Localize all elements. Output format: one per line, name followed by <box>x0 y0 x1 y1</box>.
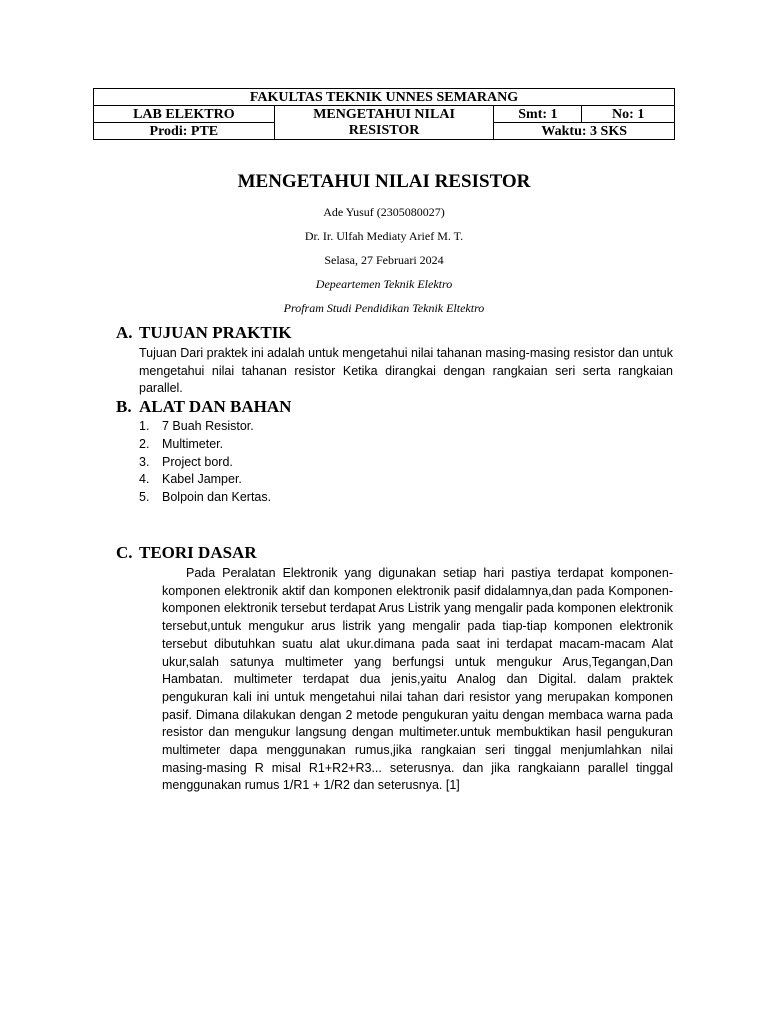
lab-cell: LAB ELEKTRO <box>94 106 275 123</box>
study-program: Profram Studi Pendidikan Teknik Eltektro <box>283 301 485 315</box>
equipment-list <box>139 418 271 507</box>
time-cell: Waktu: 3 SKS <box>494 123 675 140</box>
section-b-heading <box>116 397 291 417</box>
section-b-number: B. <box>116 397 132 416</box>
section-a-title: TUJUAN PRAKTIK <box>139 323 292 342</box>
list-item: 1. 7 Buah Resistor. <box>139 419 254 433</box>
list-item: 5. Bolpoin dan Kertas. <box>139 490 272 505</box>
header-table <box>93 88 675 140</box>
section-c-text: Pada Peralatan Elektronik yang digunakan setiap hari pastiya terdapat komponen-komponen elektronik aktif dan komponen elektronik pasif didalamnya,dan pada Komponen-komponen elektronik tersebut terdapat Arus Listrik yang mengalir pada komponen elektronik tersebut,untuk mengukur arus listrik yang mengalir pada tiap-tiap komponen elektronik tersebut dibutuhkan suatu alat ukur.dimana pada saat ini terdapat macam-macam Alat ukur,salah satunya multimeter yang berfungsi untuk mengukur Arus,Tegangan,Dan Hambatan. multimeter terdapat dua jenis,yaitu Analog dan Digital. dalam praktek pengukuran kali ini untuk mengetahui nilai tahan dari resistor yang merupakan komponen pasif. Dimana dilakukan dengan 2 metode pengukuran yaitu dengan membaca warna pada resistor dan mengukur langsung dengan multimeter.untuk membuktikan hasil pengukuran multimeter dapa menggunakan rumus,jika rangkaian seri tinggal menjumlahkan nilai masing-masing R misal R1+R2+R3... seterusnya. dan jika rangkaiann parallel tinggal menggunakan rumus 1/R1 + 1/R2 dan seterusnya. [1] <box>162 566 673 793</box>
section-c-heading <box>116 543 257 563</box>
section-a-number: A. <box>116 323 133 342</box>
section-b-title: ALAT DAN BAHAN <box>139 397 292 416</box>
semester-cell: Smt: 1 <box>494 106 582 123</box>
list-item: 4. Kabel Jamper. <box>139 472 242 487</box>
department: Depeartemen Teknik Elektro <box>315 277 453 291</box>
section-c-title: TEORI DASAR <box>139 543 257 562</box>
lecturer: Dr. Ir. Ulfah Mediaty Arief M. T. <box>304 229 464 243</box>
list-item: 2. Multimeter. <box>139 436 224 451</box>
date: Selasa, 27 Februari 2024 <box>324 253 444 267</box>
section-a-heading <box>116 323 292 343</box>
author: Ade Yusuf (2305080027) <box>323 205 445 219</box>
document-title: MENGETAHUI NILAI RESISTOR <box>237 171 531 192</box>
prodi-cell: Prodi: PTE <box>94 123 275 140</box>
number-cell: No: 1 <box>582 106 675 123</box>
list-item: 3. Project bord. <box>139 454 233 469</box>
faculty-cell: FAKULTAS TEKNIK UNNES SEMARANG <box>94 89 675 106</box>
section-c-number: C. <box>116 543 133 562</box>
section-a-text: Tujuan Dari praktek ini adalah untuk mengetahui nilai tahanan masing-masing resistor dan untuk mengetahui nilai tahanan resistor Ketika dirangkai dengan rangkaian seri serta rangkaian parallel. <box>139 346 673 396</box>
topic-cell: MENGETAHUI NILAI RESISTOR <box>274 106 494 140</box>
